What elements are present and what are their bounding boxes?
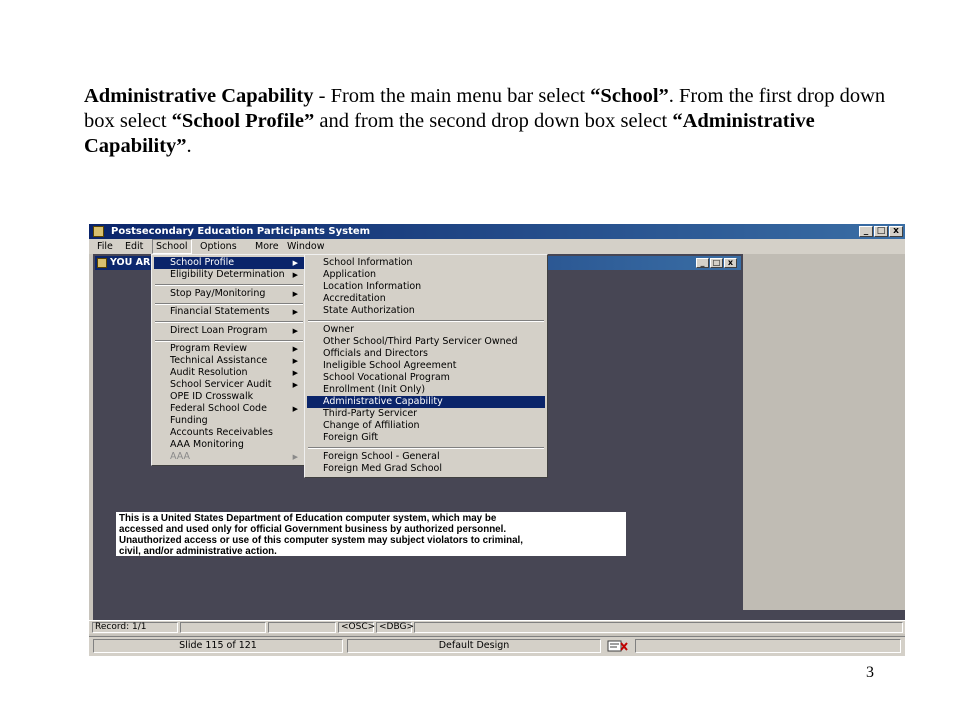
school-menu-item[interactable] <box>154 325 304 337</box>
school-menu-item[interactable] <box>154 269 304 281</box>
profile-menu-item-selected[interactable]: Administrative Capability <box>307 396 545 408</box>
menu-more[interactable]: More <box>255 241 279 252</box>
profile-menu-item[interactable]: Other School/Third Party Servicer Owned <box>323 336 518 347</box>
app-titlebar <box>89 224 905 239</box>
security-notice <box>116 512 626 556</box>
menu-item-label: Accounts Receivables <box>170 427 273 438</box>
menu-separator <box>155 340 303 342</box>
submenu-arrow-icon: ▶ <box>292 453 298 461</box>
profile-menu-item[interactable]: Officials and Directors <box>323 348 428 359</box>
profile-menu-item[interactable]: Application <box>323 269 377 280</box>
app-icon <box>93 226 104 237</box>
school-menu-item[interactable] <box>154 257 304 269</box>
school-menu-item[interactable] <box>154 306 304 318</box>
dbg-indicator: <DBG> <box>376 622 412 633</box>
profile-menu-item[interactable]: Accreditation <box>323 293 386 304</box>
profile-menu-item[interactable]: Enrollment (Init Only) <box>323 384 426 395</box>
page-number: 3 <box>866 664 874 681</box>
record-counter: Record: 1/1 <box>92 622 178 633</box>
child-window-icon <box>97 258 107 268</box>
submenu-arrow-icon: ▶ <box>292 327 298 335</box>
instruction-text-part: - From the main menu bar select <box>313 85 591 107</box>
menu-item-label: Audit Resolution <box>170 367 248 378</box>
school-menu-item[interactable] <box>154 403 304 415</box>
menu-item-label: Direct Loan Program <box>170 325 268 336</box>
submenu-arrow-icon: ▶ <box>292 381 298 389</box>
profile-menu-item[interactable]: Owner <box>323 324 355 335</box>
profile-menu-item[interactable]: State Authorization <box>323 305 415 316</box>
mdi-side-panel <box>743 254 905 610</box>
child-close-button[interactable]: x <box>724 258 737 268</box>
instruction-bold-admin-capability: “Administrative Capability” <box>84 110 815 157</box>
menu-edit[interactable]: Edit <box>125 241 144 252</box>
submenu-arrow-icon: ▶ <box>292 405 298 413</box>
submenu-arrow-icon: ▶ <box>292 357 298 365</box>
window-controls <box>859 226 903 237</box>
status-panel-empty <box>268 622 336 633</box>
status-bar <box>89 620 905 634</box>
school-menu-item[interactable] <box>154 439 304 451</box>
instruction-text <box>84 84 904 159</box>
profile-menu-item[interactable]: School Information <box>323 257 413 268</box>
notice-line: Unauthorized access or use of this computer system may subject violators to criminal, <box>119 535 523 546</box>
menu-item-label: School Profile <box>170 257 235 268</box>
menu-window[interactable]: Window <box>287 241 325 252</box>
notice-line: civil, and/or administrative action. <box>119 546 277 557</box>
instruction-text-part: . <box>186 135 192 157</box>
notice-line: This is a United States Department of Education computer system, which may be <box>119 513 497 524</box>
instruction-bold-school-profile: “School Profile” <box>171 110 315 132</box>
profile-menu-item[interactable]: Foreign Med Grad School <box>323 463 442 474</box>
menu-item-label: Federal School Code <box>170 403 267 414</box>
menu-separator <box>308 320 544 322</box>
menu-file[interactable]: File <box>97 241 113 252</box>
school-profile-submenu <box>304 254 548 478</box>
instruction-bold-school: “School” <box>590 85 669 107</box>
instruction-bold-heading: Administrative Capability <box>84 85 314 107</box>
school-menu-item[interactable] <box>154 343 304 355</box>
menu-item-label: Financial Statements <box>170 306 270 317</box>
menu-separator <box>155 284 303 286</box>
menu-separator <box>308 447 544 449</box>
menu-bar <box>89 239 905 254</box>
profile-menu-item[interactable]: Foreign Gift <box>323 432 379 443</box>
notice-line: accessed and used only for official Government business by authorized personnel. <box>119 524 507 535</box>
school-menu-item-disabled <box>154 451 304 463</box>
minimize-button[interactable]: _ <box>859 226 873 237</box>
menu-item-label: AAA <box>170 451 191 462</box>
design-name: Default Design <box>347 639 601 653</box>
status-panel-empty <box>635 639 901 653</box>
profile-menu-item[interactable]: Ineligible School Agreement <box>323 360 457 371</box>
instruction-text-part: and from the second drop down box select <box>314 110 673 132</box>
child-window-controls <box>696 258 737 268</box>
school-dropdown-menu <box>151 254 307 466</box>
instruction-text-part: . From the first drop down box select <box>84 85 886 132</box>
school-menu-item[interactable] <box>154 355 304 367</box>
child-maximize-button[interactable]: □ <box>710 258 723 268</box>
menu-item-label: Funding <box>170 415 208 426</box>
profile-menu-item[interactable]: Location Information <box>323 281 422 292</box>
menu-item-label: Eligibility Determination <box>170 269 285 280</box>
menu-item-label: Technical Assistance <box>170 355 268 366</box>
school-menu-item[interactable] <box>154 427 304 439</box>
submenu-arrow-icon: ▶ <box>292 308 298 316</box>
menu-item-label: OPE ID Crosswalk <box>170 391 254 402</box>
school-menu-item[interactable] <box>154 288 304 300</box>
status-panel-empty <box>414 622 903 633</box>
school-menu-item[interactable] <box>154 367 304 379</box>
menu-school[interactable]: School <box>152 239 192 254</box>
school-menu-item[interactable] <box>154 391 304 403</box>
profile-menu-item[interactable]: Foreign School - General <box>323 451 440 462</box>
submenu-arrow-icon: ▶ <box>292 369 298 377</box>
profile-menu-item[interactable]: Change of Affiliation <box>323 420 420 431</box>
school-menu-item[interactable] <box>154 379 304 391</box>
menu-item-label: Program Review <box>170 343 247 354</box>
osc-indicator: <OSC> <box>338 622 374 633</box>
submenu-arrow-icon: ▶ <box>292 290 298 298</box>
profile-menu-item[interactable]: Third-Party Servicer <box>323 408 418 419</box>
slide-counter: Slide 115 of 121 <box>93 639 343 653</box>
status-panel-empty <box>180 622 266 633</box>
submenu-arrow-icon: ▶ <box>292 259 298 267</box>
close-button[interactable]: x <box>889 226 903 237</box>
app-title: Postsecondary Education Participants System <box>111 226 371 237</box>
child-window-title: YOU AR <box>110 257 151 268</box>
submenu-arrow-icon: ▶ <box>292 345 298 353</box>
spell-check-icon[interactable] <box>607 640 629 652</box>
app-screenshot <box>89 224 905 656</box>
menu-item-label: AAA Monitoring <box>170 439 244 450</box>
profile-menu-item[interactable]: School Vocational Program <box>323 372 450 383</box>
menu-separator <box>155 321 303 323</box>
maximize-button[interactable]: □ <box>874 226 888 237</box>
menu-separator <box>155 303 303 305</box>
school-menu-item[interactable] <box>154 415 304 427</box>
menu-options[interactable]: Options <box>200 241 237 252</box>
menu-item-label: School Servicer Audit <box>170 379 272 390</box>
child-minimize-button[interactable]: _ <box>696 258 709 268</box>
menu-item-label: Stop Pay/Monitoring <box>170 288 266 299</box>
slide-status-bar <box>89 636 905 656</box>
submenu-arrow-icon: ▶ <box>292 271 298 279</box>
